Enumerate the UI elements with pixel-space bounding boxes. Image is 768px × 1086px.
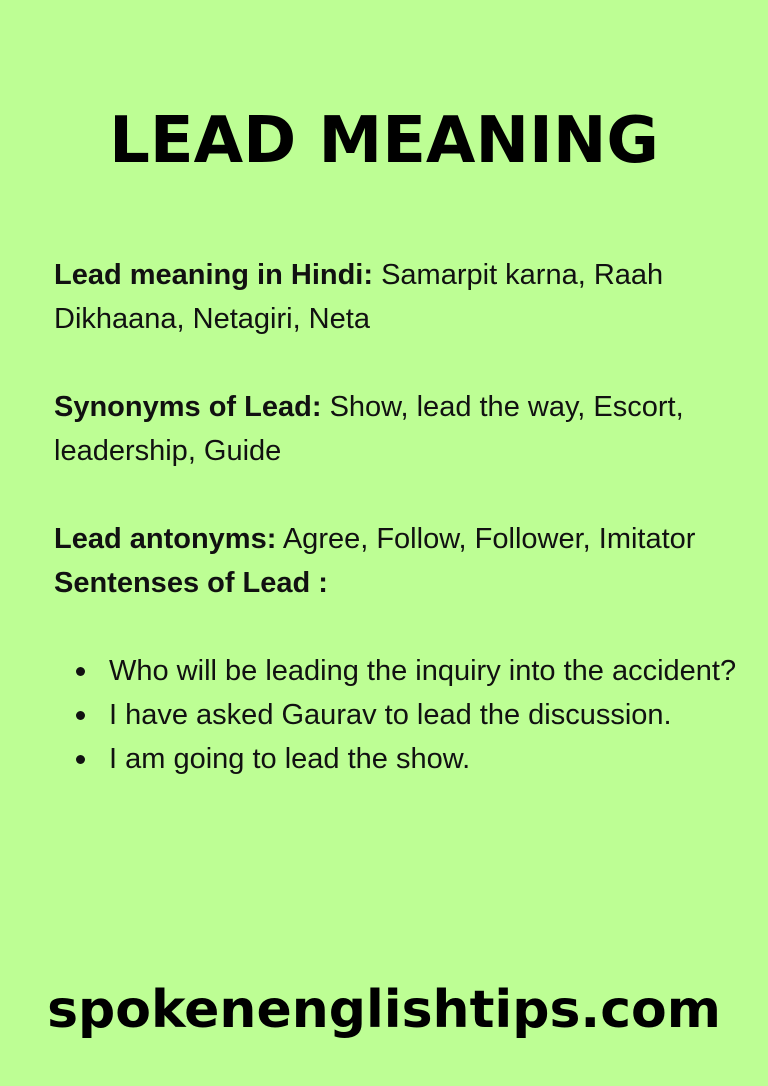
antonyms-label: Lead antonyms: (54, 523, 277, 555)
sentence-text: Who will be leading the inquiry into the accident? (109, 655, 737, 687)
list-item (54, 737, 744, 781)
spacer (54, 473, 744, 517)
content-body (54, 253, 744, 781)
bullet-icon (76, 711, 85, 720)
antonyms-value: Agree, Follow, Follower, Imitator (282, 523, 696, 555)
list-item (54, 693, 744, 737)
sentences-label: Sentenses of Lead : (54, 567, 328, 599)
hindi-meaning-value: Samarpit karna, Raah Dikhaana, Netagiri, Neta (54, 259, 664, 335)
sentence-text: I have asked Gaurav to lead the discussion. (109, 699, 672, 731)
spacer (54, 341, 744, 385)
page-title: LEAD MEANING (109, 104, 659, 178)
synonyms-value: Show, lead the way, Escort, leadership, Guide (54, 391, 684, 467)
sentence-text: I am going to lead the show. (109, 743, 471, 775)
synonyms-paragraph (54, 385, 744, 473)
synonyms-label: Synonyms of Lead: (54, 391, 322, 423)
sentences-list (54, 649, 744, 781)
sentences-heading-paragraph (54, 561, 744, 605)
bullet-icon (76, 667, 85, 676)
hindi-meaning-paragraph (54, 253, 744, 341)
hindi-meaning-label: Lead meaning in Hindi: (54, 259, 374, 291)
list-item (54, 649, 744, 693)
antonyms-paragraph (54, 517, 744, 561)
bullet-icon (76, 755, 85, 764)
site-url: spokenenglishtips.com (47, 980, 721, 1040)
